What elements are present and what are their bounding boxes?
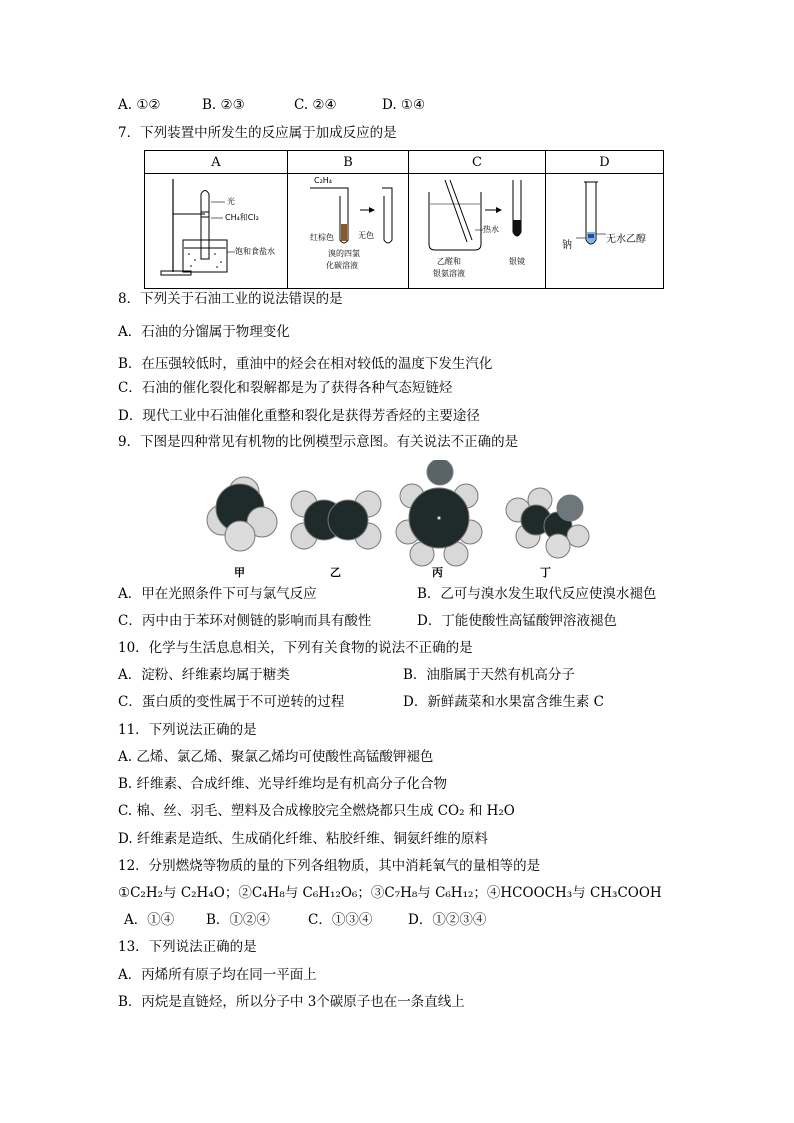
label-hot-water: 热水 — [483, 225, 499, 234]
q12-option-c: C．①③④ — [308, 912, 373, 928]
q11-option-c: C. 棉、丝、羽毛、塑料及合成橡胶完全燃烧都只生成 CO₂ 和 H₂O — [118, 803, 515, 819]
q9-option-d: D．丁能使酸性高锰酸钾溶液褪色 — [417, 613, 617, 629]
model-ding — [506, 488, 589, 558]
q12-option-d: D．①②③④ — [408, 912, 487, 928]
caption-yi: 乙 — [330, 566, 341, 579]
q13-option-b: B．丙烷是直链烃，所以分子中 3个碳原子也在一条直线上 — [118, 994, 465, 1010]
q8-stem: 8．下列关于石油工业的说法错误的是 — [118, 291, 343, 307]
apparatus-a-drawing — [145, 174, 287, 288]
q10-stem: 10．化学与生活息息相关，下列有关食物的说法不正确的是 — [118, 640, 473, 656]
q6-options — [118, 96, 425, 114]
q7-stem: 7．下列装置中所发生的反应属于加成反应的是 — [118, 125, 397, 141]
q11-stem: 11．下列说法正确的是 — [118, 722, 257, 738]
label-ch4-cl2: CH₄和Cl₂ — [225, 213, 259, 222]
model-yi — [291, 491, 381, 549]
label-silver-mirror: 银镜 — [509, 257, 525, 266]
q9-option-b: B．乙可与溴水发生取代反应使溴水褪色 — [417, 586, 657, 602]
model-bing — [396, 460, 482, 566]
label-brine: 饱和食盐水 — [235, 247, 275, 256]
label-aldehyde-1: 乙醛和 — [437, 257, 461, 266]
q12-option-a: A．①④ — [124, 912, 175, 928]
q7-apparatus-table — [144, 150, 664, 289]
q9-option-a: A．甲在光照条件下可与氯气反应 — [118, 586, 317, 602]
apparatus-b — [288, 174, 409, 289]
header-a: A — [145, 151, 288, 174]
q11-option-d: D. 纤维素是造纸、生成硝化纤维、粘胶纤维、铜氨纤维的原料 — [118, 831, 488, 847]
q9-stem: 9．下图是四种常见有机物的比例模型示意图。有关说法不正确的是 — [118, 434, 519, 450]
q6-option-b: B. ②③ — [202, 97, 245, 113]
q6-option-c: C. ②④ — [294, 97, 337, 113]
q6-option-a: A. ①② — [118, 97, 161, 113]
caption-ding: 丁 — [540, 566, 551, 579]
label-bromine-2: 化碳溶液 — [326, 261, 358, 270]
label-ethanol: 无水乙醇 — [606, 234, 646, 245]
q10-option-b: B．油脂属于天然有机高分子 — [403, 667, 575, 683]
q13-stem: 13．下列说法正确的是 — [118, 939, 257, 955]
caption-jia: 甲 — [234, 566, 245, 579]
q10-option-c: C．蛋白质的变性属于不可逆转的过程 — [118, 694, 345, 710]
label-bromine-1: 溴的四氯 — [328, 249, 360, 258]
apparatus-c — [409, 174, 546, 289]
q10-option-a: A．淀粉、纤维素均属于糖类 — [118, 667, 290, 683]
q9-models — [200, 460, 600, 590]
q13-option-a: A．丙烯所有原子均在同一平面上 — [118, 967, 317, 983]
q12-options — [124, 911, 486, 929]
q8-option-a: A．石油的分馏属于物理变化 — [118, 324, 290, 340]
q11-option-b: B. 纤维素、合成纤维、光导纤维均是有机高分子化合物 — [118, 776, 448, 792]
q12-groups: ①C₂H₂与 C₂H₄O；②C₄H₈与 C₆H₁₂O₆；③C₇H₈与 C₆H₁₂；④HCOOCH₃与 CH₃COOH — [118, 885, 662, 901]
label-c2h4: C₂H₄ — [314, 176, 333, 185]
apparatus-d — [546, 174, 664, 289]
q10-option-d: D．新鲜蔬菜和水果富含维生素 C — [403, 694, 604, 710]
label-aldehyde-2: 银氨溶液 — [433, 269, 465, 278]
label-light: 光 — [227, 197, 235, 206]
q8-option-b: B．在压强较低时，重油中的烃会在相对较低的温度下发生汽化 — [118, 356, 493, 372]
q12-option-b: B．①②④ — [206, 912, 270, 928]
q9-option-c: C．丙中由于苯环对侧链的影响而具有酸性 — [118, 613, 372, 629]
header-c: C — [409, 151, 546, 174]
header-b: B — [288, 151, 409, 174]
apparatus-c-drawing — [409, 174, 545, 288]
caption-bing: 丙 — [432, 566, 443, 579]
model-jia — [207, 477, 277, 551]
q6-option-d: D. ①④ — [382, 97, 426, 113]
q8-option-c: C．石油的催化裂化和裂解都是为了获得各种气态短链烃 — [118, 380, 453, 396]
header-d: D — [546, 151, 664, 174]
q8-option-d: D．现代工业中石油催化重整和裂化是获得芳香烃的主要途径 — [118, 408, 480, 424]
label-sodium: 钠 — [562, 240, 572, 251]
q12-stem: 12．分别燃烧等物质的量的下列各组物质，其中消耗氧气的量相等的是 — [118, 858, 541, 874]
q11-option-a: A. 乙烯、氯乙烯、聚氯乙烯均可使酸性高锰酸钾褪色 — [118, 749, 434, 765]
label-colorless: 无色 — [358, 231, 374, 240]
apparatus-a — [145, 174, 288, 289]
label-red-brown: 红棕色 — [310, 233, 334, 242]
